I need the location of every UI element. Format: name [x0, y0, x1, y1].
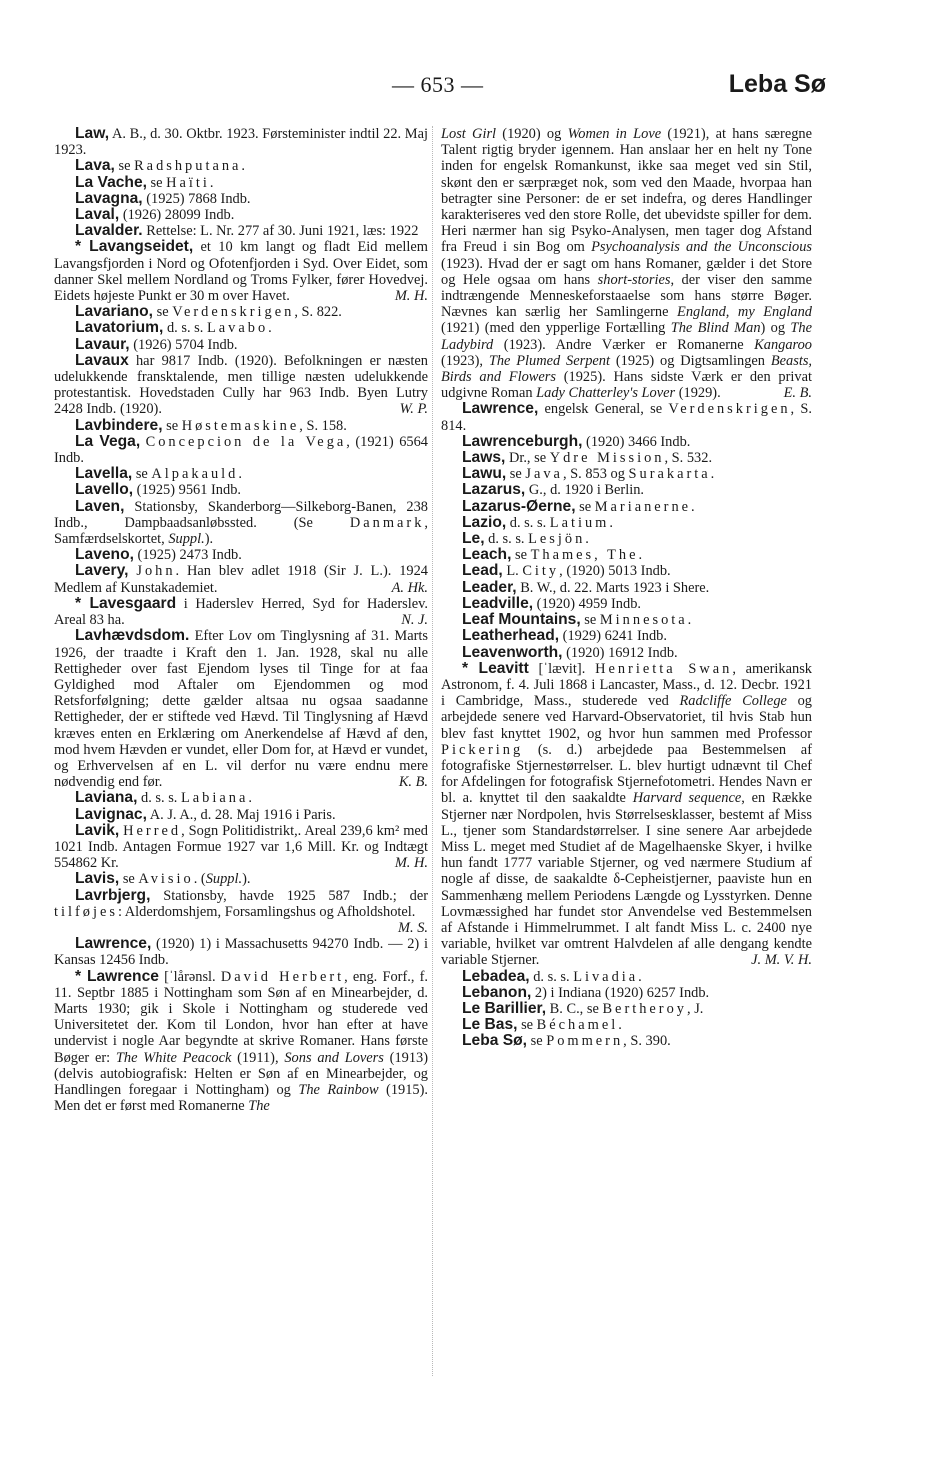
- entry-leader: Leader, B. W., d. 22. Marts 1923 i Shere.: [462, 578, 710, 596]
- entry-lavery: Lavery, John. Han blev adlet 1918 (Sir J. L.). 1924 Medlem af Kunstakademiet. A. Hk.: [54, 562, 428, 596]
- entry-lavagna: Lavagna, (1925) 7868 Indb.: [75, 189, 251, 207]
- entry-lavello: Lavello, (1925) 9561 Indb.: [75, 481, 241, 499]
- entry-lavik: Lavik, Herred, Sogn Politidistrikt,. Areal 239,6 km² med 1021 Indb. Antagen Formue 1927 var 1,6 Mill. Kr. og Indtægt 554862 Kr. M. H.: [54, 821, 428, 872]
- entry-la-vache: La Vache, se Haïti.: [75, 173, 214, 191]
- entry-laven: Laven, Stationsby, Skanderborg—Silkeborg-Banen, 238 Indb., Dampbaadsanløbssted. (Se Danmark, Samfærdselskortet, Suppl.).: [54, 497, 428, 548]
- entry-lebadea: Lebadea, d. s. s. Livadia.: [462, 967, 642, 985]
- entry-le: Le, d. s. s. Lesjön.: [462, 530, 589, 548]
- entry-lawrence-dh: * Lawrence [ˈlårənsl. David Herbert, eng. Forf., f. 11. Septbr 1885 i Nottingham som Søn af en Minearbejder, d. Marts 1930; gik i Skole i Nottingham og studerede ved Universitetet der. Kom til London, hvor han efter at have undervist i nogle Aar begyndte at skrive Romaner. Hans første Bøger er: The White Peacock (1911), Sons and Lovers (1913) (delvis autobiografisk: Helten er Søn af en Minearbejder, og Handlingen foregaar i Nottingham) og The Rainbow (1915). Men det er først med Romanerne The: [54, 967, 429, 1115]
- entry-lazarus: Lazarus, G., d. 1920 i Berlin.: [462, 481, 644, 499]
- entry-lawrence-general: Lawrence, engelsk General, se Verdenskrigen, S. 814.: [441, 400, 812, 434]
- entry-lawrence-place: Lawrence, (1920) 1) i Massachusetts 94270 Indb. — 2) i Kansas 12456 Indb.: [54, 935, 428, 969]
- entry-lavrbjerg: Lavrbjerg, Stationsby, havde 1925 587 Indb.; der tilføjes: Alderdomshjem, Forsamlingshus og Afholdshotel. M. S.: [54, 886, 428, 936]
- entry-lavbindere: Lavbindere, se Høstemaskine, S. 158.: [75, 416, 347, 434]
- entry-lawrence-dh-continued: Lost Girl (1920) og Women in Love (1921), at hans særegne Talent rigtig bryder igennem. Han anslaar her en helt ny Tone inden for engelsk Romankunst, ikke saa meget ved sin Stil, skønt den er særpræget nok, som ved den Maade, hvorpaa han betragter sine Personer: de er set indefra, og deres Handlinger karakteriseres ved den store Rolle, det ubevidste spiller for dem. Heri nærmer han sig Psyko-Analysen, men tager dog Afstand fra Freud i sin Bog om Psychoanalysis and the Unconscious (1923). Hvad der er sagt om hans Romaner, gælder i det Store og Hele ogsaa om hans short-stories, der viser den samme indtrængende Menneskeforstaaelse som hans større Bøger. Nævnes kan særlig her Samlingerne England, my England (1921) (med den ypperlige Fortælling The Blind Man) og The Ladybird (1923). Andre Værker er Romanerne Kangaroo (1923), The Plumed Serpent (1925) og Digtsamlingen Beasts, Birds and Flowers (1925). Hans sidste Værk er den privat udgivne Roman Lady Chatterley's Lover (1929). E. B.: [441, 126, 813, 402]
- entry-lawu: Lawu, se Java, S. 853 og Surakarta.: [462, 465, 715, 483]
- entry-lavis: Lavis, se Avisio. (Suppl.).: [75, 870, 251, 888]
- entry-lebanon: Lebanon, 2) i Indiana (1920) 6257 Indb.: [462, 983, 710, 1001]
- entry-lazio: Lazio, d. s. s. Latium.: [462, 513, 613, 531]
- entry-laviana: Laviana, d. s. s. Labiana.: [75, 789, 252, 807]
- entry-lavalder: Lavalder. Rettelse: L. Nr. 277 af 30. Juni 1921, læs: 1922: [75, 222, 419, 240]
- entry-leba-so: Leba Sø, se Pommern, S. 390.: [462, 1032, 671, 1050]
- entry-leavenworth: Leavenworth, (1920) 16912 Indb.: [462, 643, 678, 661]
- left-column: [54, 126, 428, 1114]
- entry-lavatorium: Lavatorium, d. s. s. Lavabo.: [75, 319, 272, 337]
- entry-leaf-mountains: Leaf Mountains, se Minnesota.: [462, 611, 692, 629]
- entry-laval: Laval, (1926) 28099 Indb.: [75, 206, 235, 224]
- entry-lavaur: Lavaur, (1926) 5704 Indb.: [75, 335, 238, 353]
- entry-lavangseidet: * Lavangseidet, et 10 km langt og fladt Eid mellem Lavangsfjorden i Nord og Ofotenfjorden i Syd. Over Eidet, som danner Skel mellem Nordland og Troms Fylker, fører Hovedvej. Eidets højeste Punkt er 30 m over Havet. M. H.: [54, 238, 428, 305]
- entry-lawrenceburgh: Lawrenceburgh, (1920) 3466 Indb.: [462, 432, 691, 450]
- entry-leavitt: * Leavitt [ˈlævit]. Henrietta Swan, amerikansk Astronom, f. 4. Juli 1868 i Lancaster, Mass., d. 12. Decbr. 1921 i Cambridge, Mass., studerede ved Radcliffe College og arbejdede senere ved Harvard-Observatoriet, til hvis Stab hun blev fast knyttet 1902, og hvor hun sammen med Professor Pickering (s. d.) arbejdede paa Bestemmelsen af fotografiske Stjernestørrelser. L. blev hurtigt udnævnt til Chef for Afdelingen for fotografisk Stjernefotometri. Hendes Navn er bl. a. knyttet til den saakaldte Harvard sequence, en Række Stjerner nær Nordpolen, hvis Størrelsesklasser, bestemt af Miss L., tjener som Standardstørrelser. I sine senere Aar arbejdede Miss L. meget med Studiet af de Magelhaenske Skyer, i hvilke hun fandt 1777 variable Stjerner, og ved nærmere Studium af nogle af disse, de saakaldte δ-Cepheistjerner, paaviste hun en Sammenhæng mellem Periodens Længde og Lysstyrken. Denne Lovmæssighed har fundet stor Anvendelse ved Bestemmelsen af Afstande i Himmelrummet. I alt fandt Miss L. c. 2400 nye variable, hvilket var omtrent Halvdelen af alle dengang kendte variable Stjerner. J. M. V. H.: [441, 659, 812, 969]
- entry-le-bas: Le Bas, se Béchamel.: [462, 1016, 622, 1034]
- running-head: Leba Sø: [728, 70, 826, 98]
- entry-lavariano: Lavariano, se Verdenskrigen, S. 822.: [75, 303, 342, 321]
- entry-law: Law, A. B., d. 30. Oktbr. 1923. Førsteminister indtil 22. Maj 1923.: [54, 125, 428, 159]
- entry-le-barillier: Le Barillier, B. C., se Bertheroy, J.: [462, 999, 704, 1017]
- entry-lava: Lava, se Radshputana.: [75, 157, 246, 175]
- entry-lavella: Lavella, se Alpakauld.: [75, 465, 242, 483]
- entry-leatherhead: Leatherhead, (1929) 6241 Indb.: [462, 627, 667, 645]
- entry-lavhaevdsdom: Lavhævdsdom. Efter Lov om Tinglysning af 31. Marts 1926, der traadte i Kraft den 1. Jan. 1928, skal nu alle Rettigheder over fast Ejendom lyses til Tinge for at faa Gyldighed mod Aftaler om Ejendommen og mod Retsforfølgning; dette gælder altsaa nu ogsaa saadanne Rettigheder, der er stiftede ved Hævd. Til Tinglysning af Hævd kræves enten en Erklæring om Anerkendelse af Hævd af den, mod hvem Hævden er vundet, eller Dom for, at Hævd er vundet, og Erhvervelsen af en L. vil derfor nu være endnu mere nødvendig end før. K. B.: [54, 627, 428, 791]
- entry-leach: Leach, se Thames, The.: [462, 546, 643, 564]
- entry-laws: Laws, Dr., se Ydre Mission, S. 532.: [462, 449, 713, 467]
- entry-la-vega: La Vega, Concepcion de la Vega, (1921) 6564 Indb.: [54, 432, 428, 467]
- entry-leadville: Leadville, (1920) 4959 Indb.: [462, 594, 641, 612]
- entry-lavaux: Lavaux har 9817 Indb. (1920). Befolkningen er næsten udelukkende fransktalende, men tillige næsten udelukkende protestantisk. Hovedstaden Cully har 963 Indb. Byen Lutry 2428 Indb. (1920). W. P.: [54, 351, 428, 418]
- column-divider: [432, 126, 433, 1376]
- page-number: — 653 —: [392, 72, 484, 97]
- entry-lavignac: Lavignac, A. J. A., d. 28. Maj 1916 i Paris.: [75, 805, 336, 823]
- entry-lazarus-oerne: Lazarus-Øerne, se Marianerne.: [462, 497, 695, 515]
- entry-lead: Lead, L. City, (1920) 5013 Indb.: [462, 562, 671, 580]
- entry-laveno: Laveno, (1925) 2473 Indb.: [75, 546, 242, 564]
- right-column: [441, 126, 812, 1050]
- entry-lavesgaard: * Lavesgaard i Haderslev Herred, Syd for Haderslev. Areal 83 ha. N. J.: [54, 594, 428, 629]
- page-header: [0, 68, 936, 108]
